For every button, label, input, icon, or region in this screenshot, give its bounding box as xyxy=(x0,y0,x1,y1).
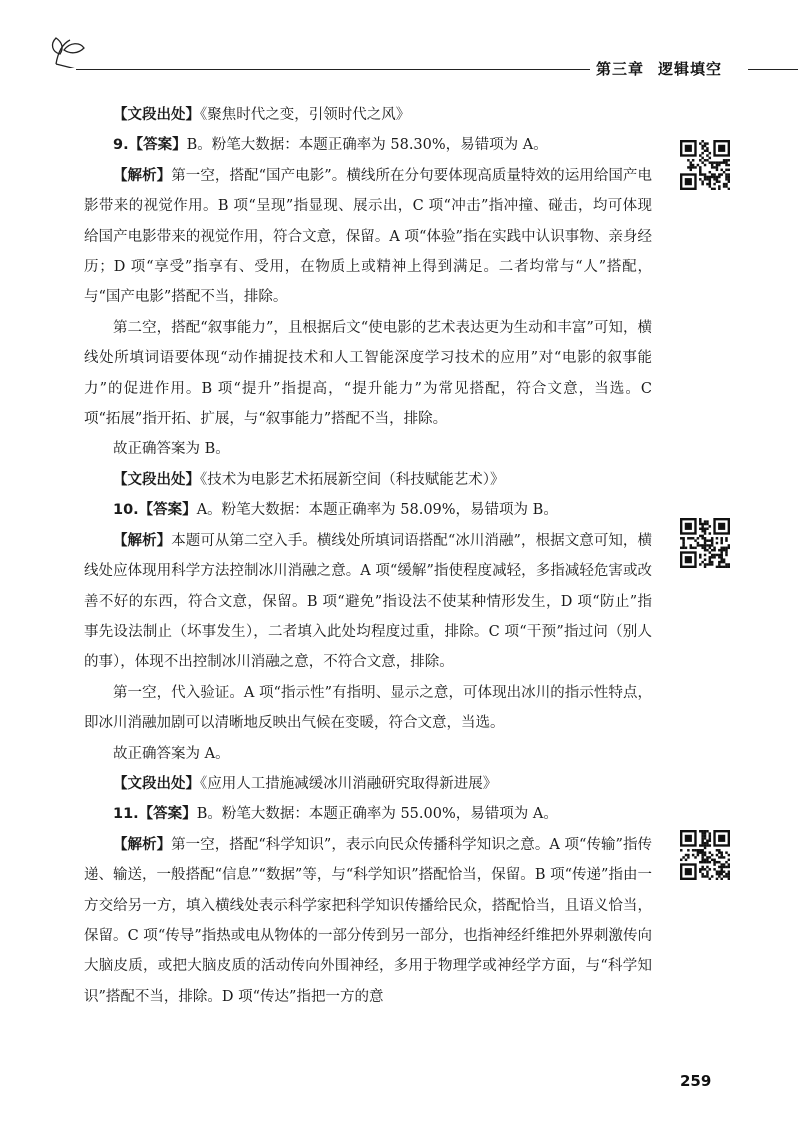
paragraph: 第一空，代入验证。A 项“指示性”有指明、显示之意，可体现出冰川的指示性特点，即冰川消融加剧可以清晰地反映出气候在变暖，符合文意，当选。 xyxy=(84,684,652,732)
leaf-ornament-icon xyxy=(50,34,86,68)
paragraph: 【解析】第一空，搭配“国产电影”。横线所在分句要体现高质量特效的运用给国产电影带来的视觉作用。B 项“呈现”指显现、展示出，C 项“冲击”指冲撞、碰击，均可体现给国产电影带来的视觉作用，符合文意，保留。A 项“体验”指在实践中认识事物、亲身经历；D 项“享受”指享有、受用，在物质上或精神上得到满足。二者均常与“人”搭配，与“国产电影”搭配不当，排除。 xyxy=(84,167,652,306)
paragraph: 故正确答案为 A。 xyxy=(113,745,230,762)
paragraph: 10.【答案】A。粉笔大数据：本题正确率为 58.09%，易错项为 B。 xyxy=(113,502,558,519)
paragraph: 第二空，搭配“叙事能力”，且根据后文“使电影的艺术表达更为生动和丰富”可知，横线处所填词语要体现“动作捕捉技术和人工智能深度学习技术的应用”对“电影的叙事能力”的促进作用。B 项“提升”指提高，“提升能力”为常见搭配，符合文意，当选。C 项“拓展”指开拓、扩展，与“叙事能力”搭配不当，排除。 xyxy=(84,319,652,428)
qr-code-icon[interactable] xyxy=(680,518,730,568)
chapter-label: 第三章 xyxy=(596,60,645,78)
paragraph: 【解析】第一空，搭配“科学知识”，表示向民众传播科学知识之意。A 项“传输”指传递、输送，一般搭配“信息”“数据”等，与“科学知识”搭配恰当，保留。B 项“传递”指由一方交给另一方，填入横线处表示科学家把科学知识传播给民众，搭配恰当，且语义恰当，保留。C 项“传导”指热或电从物体的一部分传到另一部分，也指神经纤维把外界刺激传向大脑皮质，或把大脑皮质的活动传向外围神经，多用于物理学或神经学方面，与“科学知识”搭配不当，排除。D 项“传达”指把一方的意 xyxy=(84,836,653,1005)
qr-code-icon[interactable] xyxy=(680,830,730,880)
page-number: 259 xyxy=(680,1072,712,1090)
running-header xyxy=(596,58,722,79)
paragraph: 【文段出处】《技术为电影艺术拓展新空间（科技赋能艺术）》 xyxy=(113,471,505,488)
paragraph: 【文段出处】《应用人工措施减缓冰川消融研究取得新进展》 xyxy=(113,775,498,792)
paragraph: 9.【答案】B。粉笔大数据：本题正确率为 58.30%，易错项为 A。 xyxy=(113,137,548,154)
paragraph: 【文段出处】《聚焦时代之变，引领时代之风》 xyxy=(113,107,411,123)
paragraph: 【解析】本题可从第二空入手。横线处所填词语搭配“冰川消融”，根据文意可知，横线处应体现用科学方法控制冰川消融之意。A 项“缓解”指使程度减轻，多指减轻危害或改善不好的东西，符合文意，保留。B 项“避免”指设法不使某种情形发生，D 项“防止”指事先设法制止（坏事发生），二者填入此处均程度过重，排除。C 项“干预”指过问（别人的事），体现不出控制冰川消融之意，不符合文意，排除。 xyxy=(84,532,652,671)
header-rule-right xyxy=(748,69,798,70)
page-body xyxy=(84,100,652,1012)
paragraph: 故正确答案为 B。 xyxy=(113,441,230,458)
qr-code-icon[interactable] xyxy=(680,140,730,190)
paragraph: 11.【答案】B。粉笔大数据：本题正确率为 55.00%，易错项为 A。 xyxy=(113,806,558,823)
section-label: 逻辑填空 xyxy=(658,60,723,78)
header-rule-left xyxy=(76,69,590,70)
